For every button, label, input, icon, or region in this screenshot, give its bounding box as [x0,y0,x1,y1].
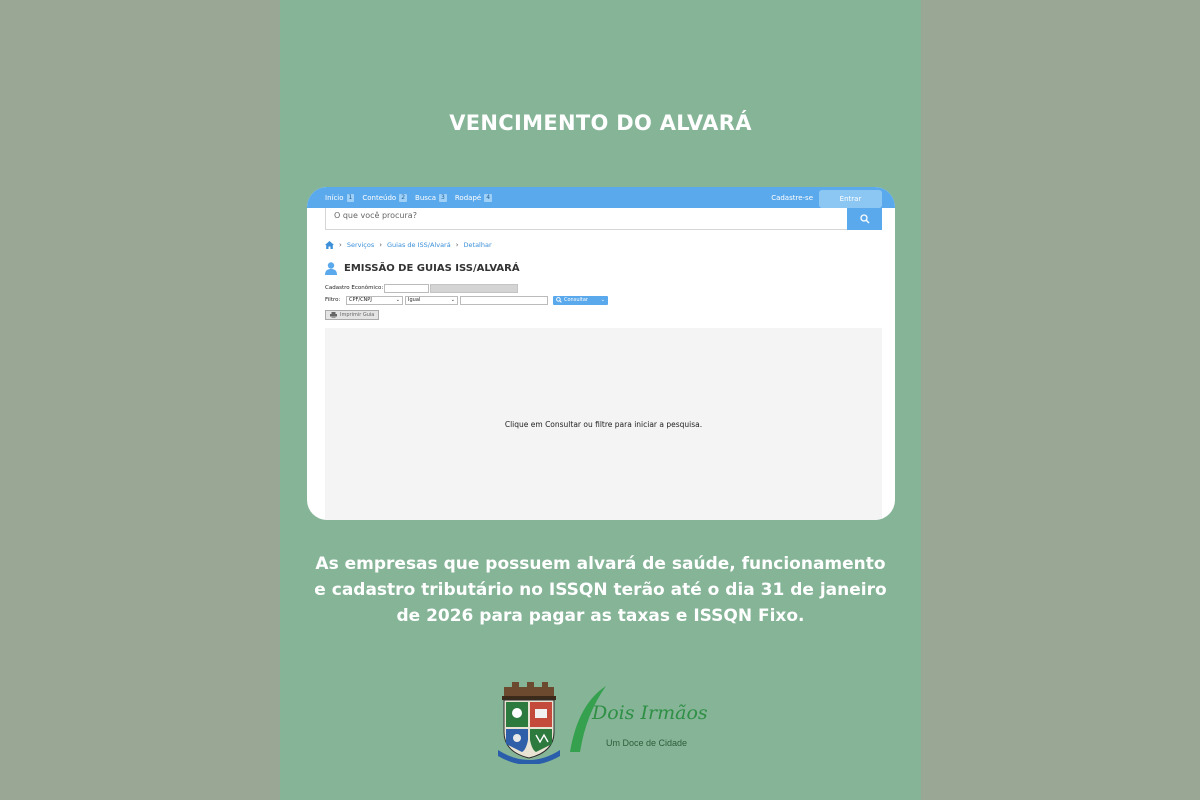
results-area [325,328,882,520]
filter-operator-select[interactable]: Igual ⌄ [405,296,458,305]
chevron-down-icon: ⌄ [395,297,400,303]
search-icon [556,297,562,303]
filter-field-select[interactable]: CPF/CNPJ ⌄ [346,296,403,305]
logos [498,680,708,765]
chevron-down-icon[interactable]: ⌄ [600,297,605,303]
printer-icon [330,312,337,318]
access-key-inicio[interactable]: Início 1 [325,193,353,202]
user-icon [325,262,337,275]
home-icon[interactable] [325,241,334,249]
body-text [280,551,921,629]
chevron-down-icon: ⌄ [450,297,455,303]
access-key-busca[interactable]: Busca 3 [415,193,445,202]
city-slogan: Um Doce de Cidade [606,738,688,748]
filtro-label: Filtro: [325,297,341,303]
body-line-2: e cadastro tributário no ISSQN terão até o dia 31 de janeiro [314,580,887,600]
headline: VENCIMENTO DO ALVARÁ [449,111,752,135]
city-name-logo-text: Dois Irmãos [592,702,708,724]
print-guide-button[interactable]: Imprimir Guia [325,310,379,320]
top-bar [307,187,895,208]
chevron-right-icon: › [455,241,459,249]
access-key-conteudo[interactable]: Conteúdo 2 [362,193,406,202]
chevron-right-icon: › [379,241,383,249]
breadcrumb-servicos[interactable]: Serviços [346,241,375,249]
consult-button[interactable]: Consultar ⌄ [553,296,608,305]
page-title: EMISSÃO DE GUIAS ISS/ALVARÁ [325,262,520,275]
body-line-3: de 2026 para pagar as taxas e ISSQN Fixo. [396,606,805,626]
register-link[interactable]: Cadastre-se [771,193,813,202]
results-message: Clique em Consultar ou filtre para iniciar a pesquisa. [504,419,703,429]
search-button[interactable] [847,208,882,230]
cadastro-label: Cadastro Econômico: [325,285,384,291]
cadastro-description-field [430,284,518,293]
breadcrumb-guias[interactable]: Guias de ISS/Alvará [387,241,451,249]
search-input[interactable]: O que você procura? [325,208,849,230]
post-panel [280,0,921,800]
login-button[interactable]: Entrar [819,190,882,208]
breadcrumb [325,241,492,249]
filter-value-input[interactable] [460,296,548,305]
breadcrumb-detalhar[interactable]: Detalhar [463,241,492,249]
body-line-1: As empresas que possuem alvará de saúde, funcionamento [315,554,886,574]
website-screenshot [307,187,895,520]
search-icon [860,214,870,224]
cadastro-input[interactable] [384,284,429,293]
coat-of-arms-logo [498,680,560,764]
filter-form [325,282,882,320]
search-row [325,208,882,230]
chevron-right-icon: › [339,241,342,249]
access-key-rodape[interactable]: Rodapé 4 [454,193,491,202]
